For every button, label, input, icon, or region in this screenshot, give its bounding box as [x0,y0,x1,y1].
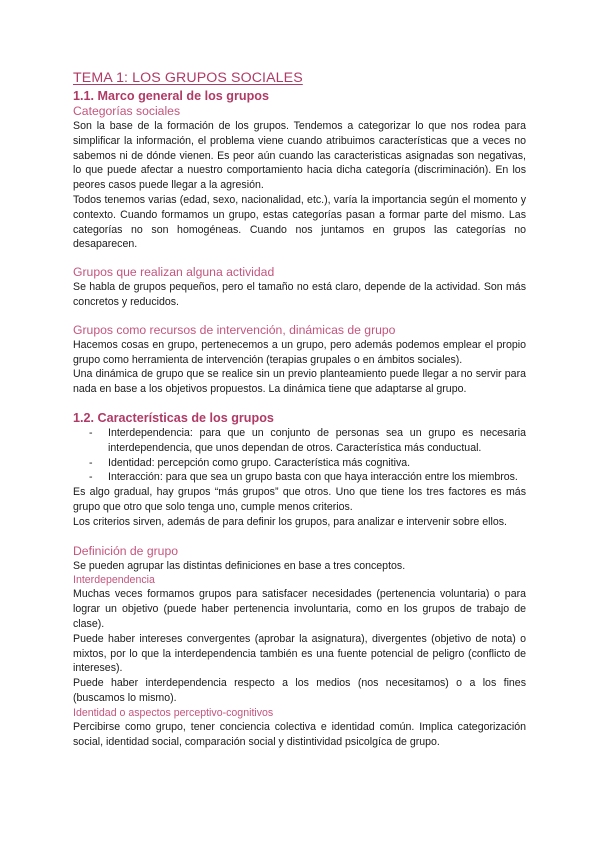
subheading-recursos: Grupos como recursos de intervención, dinámicas de grupo [73,322,396,337]
dash-bullet: - [89,471,93,484]
paragraph: Percibirse como grupo, tener conciencia colectiva e identidad común. Implica categorización social, identidad social, comparación social y distintividad psicolgíca de grupo. [73,720,526,748]
subheading-categorias: Categorías sociales [73,104,181,118]
paragraph: Es algo gradual, hay grupos “más grupos” que otros. Uno que tiene los tres factores es más grupo que otro que solo tenga uno, cumple menos criterios. [73,486,526,513]
paragraph: Son la base de la formación de los grupos. Tendemos a categorizar lo que nos rodea para simplificar la información, el problema viene cuando atribuimos características que a veces no sabemos ni de dónde vienen. Es peor aún cuando las caracteristicas asignadas son negativas, lo que puede afectar a nuestro comportamiento hacia dicha categoría (discriminación). En los peores casos puede llegar a la agresión. [73,120,526,192]
dash-bullet: - [89,456,93,469]
list-item [89,470,526,485]
paragraph: Hacemos cosas en grupo, pertenecemos a un grupo, pero además podemos emplear el propio grupo como herramienta de intervención (terapias grupales o en ámbitos sociales). [73,338,526,366]
dash-bullet: - [89,426,93,439]
paragraph: Los criterios sirven, además de para definir los grupos, para analizar e intervenir sobre ellos. [73,515,507,528]
subsubheading-identidad: Identidad o aspectos perceptivo-cognitivos [73,706,274,719]
list-item-text: Interacción: para que sea un grupo basta con que haya interacción entre los miembros. [108,471,518,484]
subsubheading-interdependencia: Interdependencia [73,574,155,587]
subheading-actividad: Grupos que realizan alguna actividad [73,265,275,280]
section-heading-caracteristicas: 1.2. Características de los grupos [73,410,274,425]
list-item [89,426,526,456]
paragraph: Una dinámica de grupo que se realice sin un previo planteamiento puede llegar a no servir para nada en base a los objetivos propuestos. La dinámica tiene que adaptarse al grupo. [73,368,526,396]
paragraph: Se pueden agrupar las distintas definiciones en base a tres conceptos. [73,559,406,572]
subheading-definicion: Definición de grupo [73,543,179,558]
section-heading-marco: 1.1. Marco general de los grupos [73,89,269,103]
document-title: TEMA 1: LOS GRUPOS SOCIALES [73,70,303,86]
list-item-text: Identidad: percepción como grupo. Característica más cognitiva. [108,456,411,469]
list-item-text: Interdependencia: para que un conjunto de personas sea un grupo es necesaria interdependencia, que unos dependan de otros. Característica más conductual. [108,426,526,454]
characteristics-list [73,426,526,485]
paragraph: Puede haber intereses convergentes (aprobar la asignatura), divergentes (objetivo de nota) o mixtos, por lo que la interdependencia también es una fuente potencial de peligro (conflicto de intereses). [73,632,526,675]
list-item [89,456,526,471]
paragraph: Se habla de grupos pequeños, pero el tamaño no está claro, depende de la actividad. Son más concretos y reducidos. [73,281,526,308]
paragraph: Muchas veces formamos grupos para satisfacer necesidades (pertenencia voluntaria) o para lograr un objetivo (puede haber pertenencia involuntaria, como en los grupos de trabajo de clase). [73,588,526,630]
paragraph: Todos tenemos varias (edad, sexo, nacionalidad, etc.), varía la importancia según el momento y contexto. Cuando formamos un grupo, estas categorías pasan a formar parte del mismo. Las categorías no son homogéneas. Cuando nos juntamos en grupos las categorías no desaparecen. [73,193,526,251]
paragraph: Puede haber interdependencia respecto a los medios (nos necesitamos) o a los fines (buscamos lo mismo). [73,677,526,704]
